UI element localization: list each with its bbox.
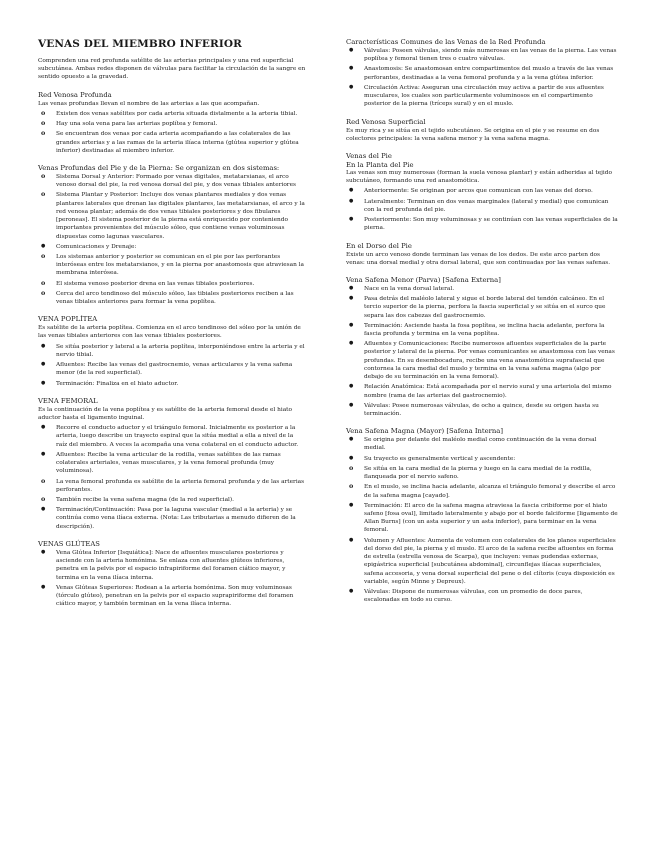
list-item: ● Afluentes: Recibe la vena articular de la rodilla, venas satélites de las ramas colaterales arteriales, venas musculares, y la vena femoral profunda (muy voluminosa).: [38, 451, 306, 476]
list-item: ● Posteriormente: Son muy voluminosas y se continúan con las venas superficiales de la pierna.: [346, 216, 618, 232]
list-item: ● Comunicaciones y Drenaje:: [38, 243, 306, 251]
section-title-pie-pierna: Venas Profundas del Pie y de la Pierna: Se organizan en dos sistemas:: [38, 163, 280, 172]
section-title-red-profunda: Red Venosa Profunda: [38, 90, 112, 99]
left-column: [38, 38, 306, 610]
list-item: ● Venas Glúteas Superiores: Rodean a la arteria homónima. Son muy voluminosas (tórculo glúteo), penetran en la pelvis por el espacio suprapiriforme del foramen ciático mayor, y también terminan en la vena ilíaca interna.: [38, 584, 306, 609]
red-profunda-list: [38, 110, 306, 155]
list-item: ● Válvulas: Dispone de numerosas válvulas, con un promedio de doce pares, escalonadas en todo su curso.: [346, 588, 618, 604]
planta-list: [346, 187, 618, 232]
list-item: ● Anastomosis: Se anastomosan entre compartimentos del muslo a través de las venas perforantes, destinadas a la vena femoral profunda y a la vena glútea inferior.: [346, 65, 618, 81]
section-title-poplitea: VENA POPLÍTEA: [38, 315, 98, 324]
section-title-superficial: Red Venosa Superficial: [346, 117, 426, 126]
intro-paragraph: Comprenden una red profunda satélite de las arterias principales y una red superficial subcutánea. Ambas redes disponen de válvulas para facilitar la circulación de la sangre en sentido opuesto a la gravedad.: [38, 58, 306, 81]
list-item: ● Terminación: El arco de la safena magna atraviesa la fascia cribiforme por el hiato safeno [fosa oval], limitado lateralmente y abajo por el borde falciforme [ligamento de Allan Burns] (con un asta superior y un asta inferior), para terminar en la vena femoral.: [346, 502, 618, 535]
list-item: ● Recorre el conducto aductor y el triángulo femoral. Inicialmente es posterior a la arteria, luego describe un trayecto espiral que la sitúa medial a ella a nivel de la raíz del miembro. A veces la acompaña una vena colateral en el conducto aductor.: [38, 424, 306, 449]
list-item: o Cerca del arco tendinoso del músculo sóleo, las tibiales posteriores reciben a las venas tibiales anteriores para formar la vena poplítea.: [38, 290, 306, 306]
subsection-title-planta: En la Planta del Pie: [346, 160, 414, 169]
list-item: ● Anteriormente: Se originan por arcos que comunican con las venas del dorso.: [346, 187, 618, 195]
section-title-gluteas: VENAS GLÚTEAS: [38, 539, 100, 548]
list-item: ● Relación Anatómica: Está acompañada por el nervio sural y una arteriola del mismo nombre (rama de las arterias del gastrocnemio).: [346, 383, 618, 399]
list-item: ● Volumen y Afluentes: Aumenta de volumen con colaterales de los planos superficiales del dorso del pie, la pierna y el muslo. El arco de la safena recibe afluentes en forma de estrella (estrella venosa de Scarpa), que incluyen: venas pudendas externas, epigástrica superficial [subcutánea abdominal], circunflejas ilíacas superficiales, safena accesoria, y vena dorsal superficial del pene o del clítoris (cuya disposición es variable, según Minne y Depreux).: [346, 537, 618, 586]
list-item: ● Terminación: Asciende hasta la fosa poplítea, se inclina hacia adelante, perfora la fascia profunda y termina en la vena poplítea.: [346, 322, 618, 338]
list-item: ● Su trayecto es generalmente vertical y ascendente:: [346, 455, 618, 463]
pie-pierna-list: [38, 173, 306, 306]
femoral-text: Es la continuación de la vena poplítea y es satélite de la arteria femoral desde el hiato aductor hasta el ligamento inguinal.: [38, 406, 292, 421]
list-item: ● Válvulas: Poseen válvulas, siendo más numerosas en las venas de la pierna. Las venas poplítea y femoral tienen tres o cuatro válvulas.: [346, 47, 618, 63]
poplitea-text: Es satélite de la arteria poplítea. Comienza en el arco tendinoso del sóleo por la unión de las venas tibiales anteriores con las venas tibiales posteriores.: [38, 325, 301, 340]
section-title-caracteristicas: Características Comunes de las Venas de la Red Profunda: [346, 38, 546, 46]
planta-text: Las venas son muy numerosas (forman la suela venosa plantar) y están adheridas al tejido subcutáneo, formando una red anastomótica.: [346, 169, 612, 185]
list-item: o Hay una sola vena para las arterias poplítea y femoral.: [38, 120, 306, 128]
list-item: ● Afluentes y Comunicaciones: Recibe numerosos afluentes superficiales de la parte posterior y lateral de la pierna. Por venas comunicantes se anastomosa con las venas profundas. En su desembocadura, recibe una vena anastomótica suprafascial que contornea la cara medial del muslo y termina en la vena safena magna (algo por debajo de su terminación en la vena femoral).: [346, 340, 618, 381]
section-title-safena-menor: Vena Safena Menor (Parva) [Safena Externa]: [346, 275, 501, 284]
list-item: ● Válvulas: Posee numerosas válvulas, de ocho a quince, desde su origen hasta su terminación.: [346, 402, 618, 418]
list-item: ● Lateralmente: Terminan en dos venas marginales (lateral y medial) que comunican con la red profunda del pie.: [346, 198, 618, 214]
list-item: ● Circulación Activa: Aseguran una circulación muy activa a partir de sus afluentes musculares, los cuales son particularmente voluminosos en el compartimento posterior de la pierna (tríceps sural) y en el muslo.: [346, 84, 618, 109]
list-item: o Se encuentran dos venas por cada arteria acompañando a las colaterales de las grandes arterias y a las ramas de la arteria ilíaca interna (glútea superior y glútea inferior) destinadas al miembro inferior.: [38, 130, 306, 155]
list-item: o Se sitúa en la cara medial de la pierna y luego en la cara medial de la rodilla, flanqueada por el nervio safeno.: [346, 465, 618, 481]
section-title-safena-magna: Vena Safena Magna (Mayor) [Safena Interna]: [346, 427, 503, 436]
list-item: o Existen dos venas satélites por cada arteria situada distalmente a la arteria tibial.: [38, 110, 306, 118]
list-item: ● Nace en la vena dorsal lateral.: [346, 285, 618, 293]
list-item: ● Pasa detrás del maléolo lateral y sigue el borde lateral del tendón calcáneo. En el tercio superior de la pierna, perfora la fascia superficial y se sitúa en el surco que separa las dos cabezas del gastrocnemio.: [346, 295, 618, 320]
list-item: o Sistema Dorsal y Anterior: Formado por venas digitales, metatarsianas, el arco venoso dorsal del pie, la red venosa dorsal del pie, y dos venas tibiales anteriores: [38, 173, 306, 189]
safena-magna-list: [346, 436, 618, 604]
section-title-pie: Venas del Pie: [346, 151, 392, 160]
list-item: ● Afluentes: Recibe las venas del gastrocnemio, venas articulares y la vena safena menor (de la red superficial).: [38, 361, 306, 377]
list-item: ● Se origina por delante del maléolo medial como continuación de la vena dorsal medial.: [346, 436, 618, 452]
list-item: o Sistema Plantar y Posterior: Incluye dos venas plantares mediales y dos venas plantares laterales que drenan las digitales plantares, las metatarsianas, el arco y la red venosa plantar; además de dos venas tibiales posteriores y dos fibulares [peroneas]. El sistema posterior de la pierna está enriquecido por conteniendo importantes provenientes del músculo sóleo, que contiene venas voluminosas dispuestas como lagunas vasculares.: [38, 191, 306, 240]
list-item: o En el muslo, se inclina hacia adelante, alcanza el triángulo femoral y describe el arco de la safena magna [cayado].: [346, 483, 618, 499]
red-profunda-text: Las venas profundas llevan el nombre de las arterias a las que acompañan.: [38, 100, 260, 107]
right-column: [346, 38, 618, 606]
section-title-dorso: En el Dorso del Pie: [346, 241, 412, 250]
dorso-text: Existe un arco venoso donde terminan las venas de los dedos. De este arco parten dos venas: una dorsal medial y otra dorsal lateral, que son continuadas por las venas safenas.: [346, 251, 611, 266]
section-title-femoral: VENA FEMORAL: [38, 396, 98, 405]
poplitea-list: [38, 343, 306, 388]
safena-menor-list: [346, 285, 618, 418]
list-item: ● Vena Glútea Inferior [Isquiática]: Nace de afluentes musculares posteriores y asciende con la arteria homónima. Se enlaza con afluentes glúteos inferiores, penetra en la pelvis por el espacio infrapiriforme del foramen ciático mayor, y termina en la vena ilíaca interna.: [38, 549, 306, 582]
list-item: o La vena femoral profunda es satélite de la arteria femoral profunda y de las arterias perforantes.: [38, 478, 306, 494]
femoral-list: [38, 424, 306, 531]
list-item: ● Se sitúa posterior y lateral a la arteria poplítea, interponiéndose entre la arteria y el nervio tibial.: [38, 343, 306, 359]
list-item: o El sistema venoso posterior drena en las venas tibiales posteriores.: [38, 280, 306, 288]
list-item: o También recibe la vena safena magna (de la red superficial).: [38, 496, 306, 504]
caracteristicas-list: [346, 47, 618, 109]
document-title: VENAS DEL MIEMBRO INFERIOR: [38, 38, 242, 50]
list-item: ● Terminación: Finaliza en el hiato aductor.: [38, 380, 306, 388]
list-item: o Los sistemas anterior y posterior se comunican en el pie por las perforantes interóseas entre los metatarsianos, y en la pierna por anastomosis que atraviesan la membrana interósea.: [38, 253, 306, 278]
gluteas-list: [38, 549, 306, 609]
list-item: ● Terminación/Continuación: Pasa por la laguna vascular (medial a la arteria) y se continúa como vena ilíaca externa. (Nota: Las tributarias a menudo difieren de la descripción).: [38, 506, 306, 531]
superficial-text: Es muy rica y se sitúa en el tejido subcutáneo. Se origina en el pie y se resume en dos colectores principales: la vena safena menor y la vena safena magna.: [346, 127, 600, 142]
